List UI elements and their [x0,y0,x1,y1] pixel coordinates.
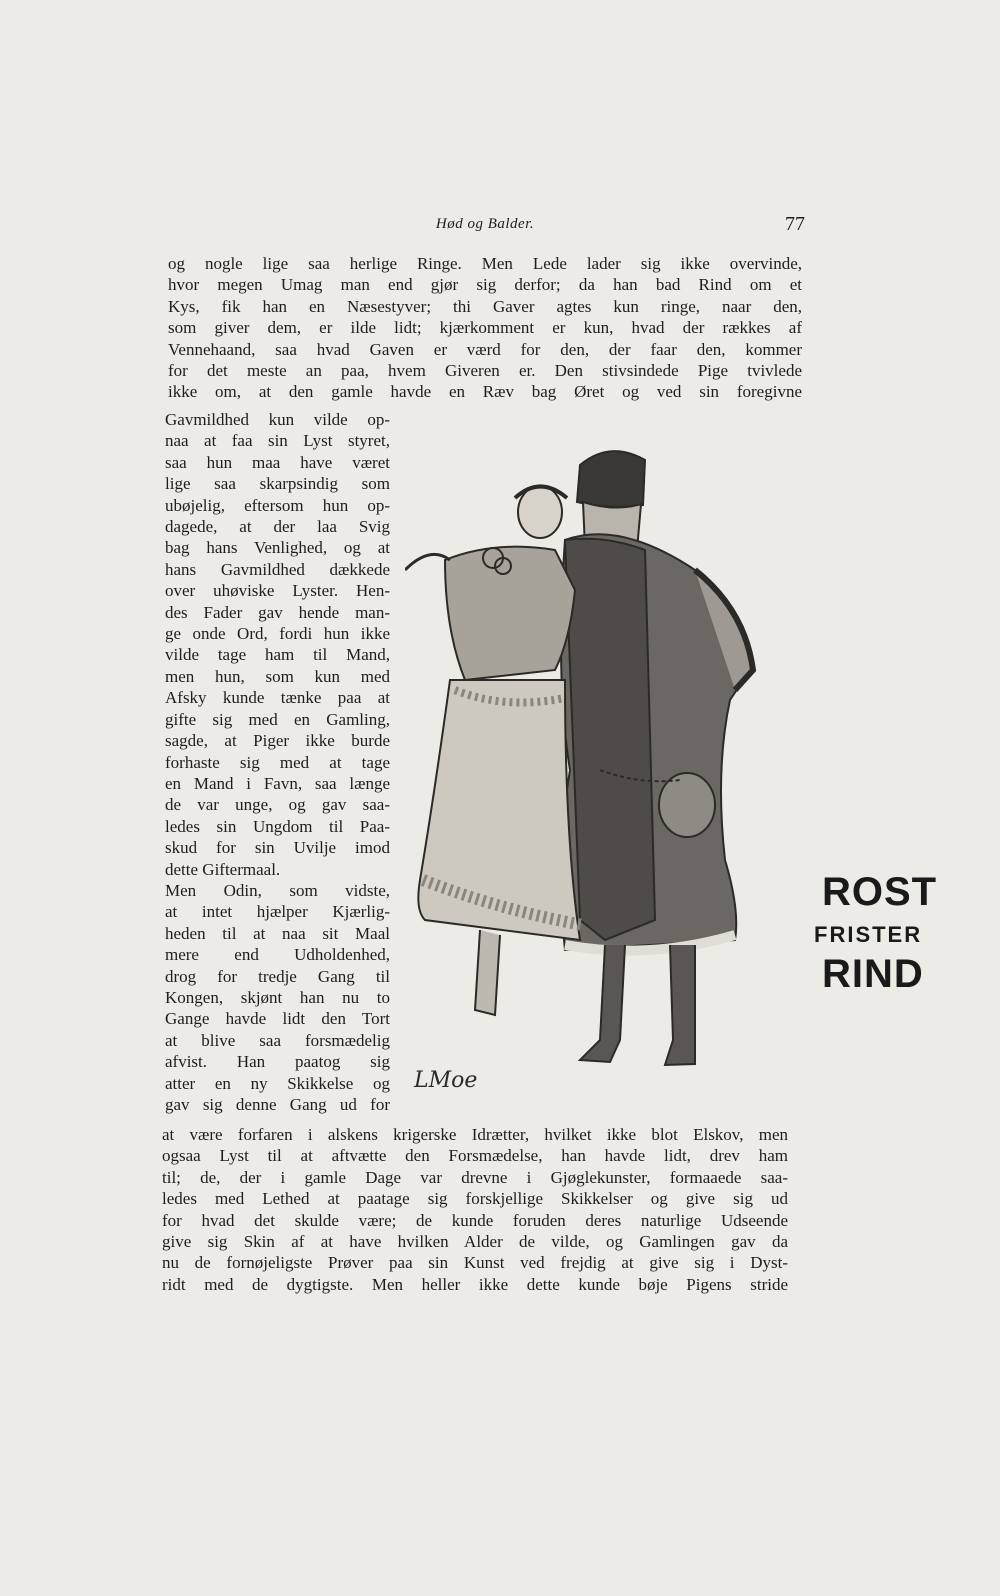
text-line: vilde tage ham til Mand, [165,645,390,665]
text-line: des Fader gav hende man- [165,602,390,622]
text-line: sagde, at Piger ikke burde [165,731,390,751]
artist-signature: LMoe [414,1068,478,1093]
text-line: skud for sin Uvilje imod [165,838,390,858]
text-line: som giver dem, er ilde lidt; kjærkomment er kun, hvad der rækkes af [168,318,802,338]
text-line: lige saa skarpsindig som [165,474,390,494]
text-line: en Mand i Favn, saa længe [165,773,390,793]
text-line: Kongen, skjønt han nu to [165,987,390,1007]
page-number: 77 [785,213,805,235]
figure-young-woman [405,486,583,1015]
text-line: for hvad det skulde være; de kunde foruden deres naturlige Udseende [162,1210,788,1230]
text-line: Afsky kunde tænke paa at [165,688,390,708]
text-line: saa hun maa have været [165,452,390,472]
text-line: ubøjelig, eftersom hun op- [165,495,390,515]
text-line: atter en ny Skikkelse og [165,1073,390,1093]
text-line: drog for tredje Gang til [165,966,390,986]
text-line: at intet hjælper Kjærlig- [165,902,390,922]
text-line: mere end Udholdenhed, [165,945,390,965]
text-line: til; de, der i gamle Dage var drevne i Gjøglekunster, formaaede saa- [162,1167,788,1187]
text-line: hans Gavmildhed dækkede [165,559,390,579]
text-line: ridt med de dygtigste. Men heller ikke dette kunde bøje Pigens stride [162,1274,788,1294]
text-line: Gavmildhed kun vilde op- [165,410,390,429]
text-line: de var unge, og gav saa- [165,795,390,815]
running-head [165,213,805,241]
text-line: Vennehaand, saa hvad Gaven er værd for den, der faar den, kommer [168,339,802,359]
text-line: naa at faa sin Lyst styret, [165,431,390,451]
caption-line-2: FRISTER [814,922,923,947]
text-line: at være forfaren i alskens krigerske Idrætter, hvilket ikke blot Elskov, men [162,1125,788,1144]
text-line: dagede, at der laa Svig [165,517,390,537]
text-line: forhaste sig med at tage [165,752,390,772]
text-line: Men Odin, som vidste, [165,880,390,900]
text-line: ogsaa Lyst til at aftvætte den Forsmædelse, han havde lidt, drev ham [162,1146,788,1166]
narrow-column-text [165,409,390,1115]
text-line: dette Giftermaal. [165,859,281,879]
text-line: at blive saa forsmædelig [165,1030,390,1050]
text-line: afvist. Han paatog sig [165,1052,390,1072]
text-line: og nogle lige saa herlige Ringe. Men Lede lader sig ikke overvinde, [168,254,802,273]
text-line: Gange havde lidt den Tort [165,1009,390,1029]
text-line: heden til at naa sit Maal [165,923,390,943]
text-line: give sig Skin af at have hvilken Alder de vilde, og Gamlingen gav da [162,1232,788,1252]
text-line: gav sig denne Gang ud for [165,1095,390,1114]
text-line: ikke om, at den gamle havde en Ræv bag Øret og ved sin foregivne [168,382,802,402]
illustration-odin-and-rind [405,440,795,1100]
text-line: men hun, som kun med [165,666,390,686]
text-line: hvor megen Umag man end gjør sig derfor; da han bad Rind om et [168,275,802,295]
text-line: Kys, fik han en Næsestyver; thi Gaver agtes kun ringe, naar den, [168,296,802,316]
running-title: Hød og Balder. [435,216,535,232]
text-line: ledes med Lethed at paatage sig forskjellige Skikkelser og give sig ud [162,1189,788,1209]
text-line: ledes sin Ungdom til Paa- [165,816,390,836]
text-line: for det meste an paa, hvem Giveren er. Den stivsindede Pige tvivlede [168,361,802,381]
bottom-paragraph [162,1124,788,1295]
text-line: over uhøviske Lyster. Hen- [165,581,390,601]
caption-line-1: ROST [822,870,938,914]
text-line: nu de fornøjeligste Prøver paa sin Kunst ved frejdig at give sig i Dyst- [162,1253,788,1273]
text-line: ge onde Ord, fordi hun ikke [165,624,390,644]
top-paragraph [168,253,802,403]
figure-old-man [561,451,753,1065]
illustration-caption [800,870,938,1020]
text-line: gifte sig med en Gamling, [165,709,390,729]
text-line: bag hans Venlighed, og at [165,538,390,558]
caption-line-3: RIND [822,952,924,996]
